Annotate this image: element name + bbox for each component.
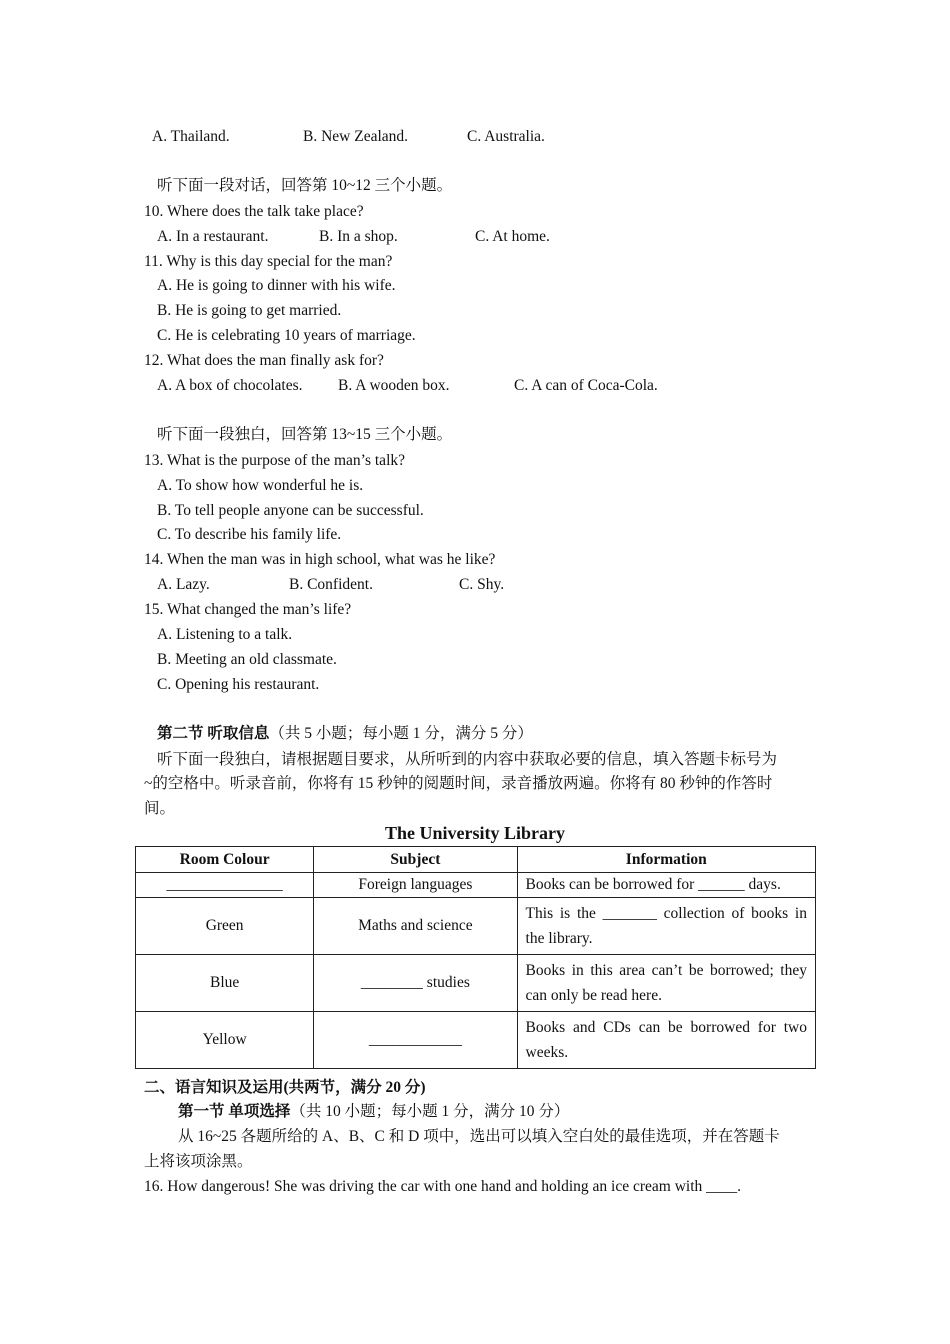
cell-information: Books and CDs can be borrowed for two weeks. [517, 1012, 815, 1069]
table-row [136, 1012, 816, 1069]
section2-heading-title: 第二节 听取信息 [157, 725, 270, 742]
q12-stem: 12. What does the man finally ask for? [144, 352, 384, 369]
part2-subheading [178, 1104, 569, 1120]
cell-information: This is the _______ collection of books in the library. [517, 898, 815, 955]
header-room-colour: Room Colour [136, 847, 314, 873]
q15-option-b: B. Meeting an old classmate. [157, 651, 337, 668]
part2-instruction-line-1: 从 16~25 各题所给的 A、B、C 和 D 项中，选出可以填入空白处的最佳选项，并在答题卡 [178, 1128, 780, 1145]
table-row [136, 898, 816, 955]
section2-instruction-line-3: 间。 [144, 800, 176, 817]
q13-option-b: B. To tell people anyone can be successful. [157, 502, 424, 519]
instruction-10-12: 听下面一段对话，回答第 10~12 三个小题。 [157, 177, 453, 194]
cell-information: Books in this area can’t be borrowed; they can only be read here. [517, 955, 815, 1012]
q9-option-a: A. Thailand. [152, 128, 230, 145]
q14-option-c: C. Shy. [459, 576, 505, 593]
q13-option-c: C. To describe his family life. [157, 526, 342, 543]
q16-stem: 16. How dangerous! She was driving the car with one hand and holding an ice cream with ____. [144, 1178, 742, 1195]
table-row [136, 873, 816, 898]
header-information: Information [517, 847, 815, 873]
cell-subject: Foreign languages [314, 873, 517, 898]
table-row [136, 955, 816, 1012]
section2-heading [157, 726, 533, 742]
part2-heading: 二、语言知识及运用(共两节，满分 20 分) [144, 1079, 426, 1096]
q11-stem: 11. Why is this day special for the man? [144, 253, 393, 270]
q12-option-a: A. A box of chocolates. [157, 377, 303, 394]
q9-option-c: C. Australia. [467, 128, 545, 145]
q14-stem: 14. When the man was in high school, what was he like? [144, 551, 496, 568]
q12-option-c: C. A can of Coca-Cola. [514, 377, 658, 394]
q14-option-b: B. Confident. [289, 576, 373, 593]
instruction-13-15: 听下面一段独白，回答第 13~15 三个小题。 [157, 426, 453, 443]
q15-stem: 15. What changed the man’s life? [144, 601, 352, 618]
part2-instruction-line-2: 上将该项涂黑。 [144, 1153, 253, 1170]
q10-stem: 10. Where does the talk take place? [144, 203, 364, 220]
cell-room-colour: Blue [136, 955, 314, 1012]
cell-room-colour: Green [136, 898, 314, 955]
section2-instruction-line-1: 听下面一段独白，请根据题目要求，从所听到的内容中获取必要的信息，填入答题卡标号为 [157, 751, 778, 768]
library-table [135, 846, 816, 1069]
q11-option-a: A. He is going to dinner with his wife. [157, 277, 396, 294]
q15-option-a: A. Listening to a talk. [157, 626, 293, 643]
cell-information: Books can be borrowed for ______ days. [517, 873, 815, 898]
section2-instruction-line-2: ~的空格中。听录音前，你将有 15 秒钟的阅题时间，录音播放两遍。你将有 80 秒钟的作答时 [144, 775, 773, 792]
q12-option-b: B. A wooden box. [338, 377, 450, 394]
header-subject: Subject [314, 847, 517, 873]
q14-option-a: A. Lazy. [157, 576, 210, 593]
table-title: The University Library [385, 823, 565, 843]
part2-subheading-title: 第一节 单项选择 [178, 1103, 291, 1120]
q15-option-c: C. Opening his restaurant. [157, 676, 320, 693]
q9-option-b: B. New Zealand. [303, 128, 409, 145]
table-header-row [136, 847, 816, 873]
section2-heading-scoring: （共 5 小题；每小题 1 分，满分 5 分） [269, 725, 533, 742]
cell-subject-blank: ________ studies [314, 955, 517, 1012]
q10-option-b: B. In a shop. [319, 228, 398, 245]
cell-subject: Maths and science [314, 898, 517, 955]
part2-subheading-scoring: （共 10 小题；每小题 1 分，满分 10 分） [290, 1103, 570, 1120]
q10-option-c: C. At home. [475, 228, 550, 245]
q13-stem: 13. What is the purpose of the man’s talk? [144, 452, 406, 469]
cell-room-colour: Yellow [136, 1012, 314, 1069]
cell-room-colour-blank: _______________ [136, 873, 314, 898]
cell-subject-blank: ____________ [314, 1012, 517, 1069]
q13-option-a: A. To show how wonderful he is. [157, 477, 364, 494]
q11-option-c: C. He is celebrating 10 years of marriage. [157, 327, 416, 344]
q11-option-b: B. He is going to get married. [157, 302, 342, 319]
q10-option-a: A. In a restaurant. [157, 228, 269, 245]
